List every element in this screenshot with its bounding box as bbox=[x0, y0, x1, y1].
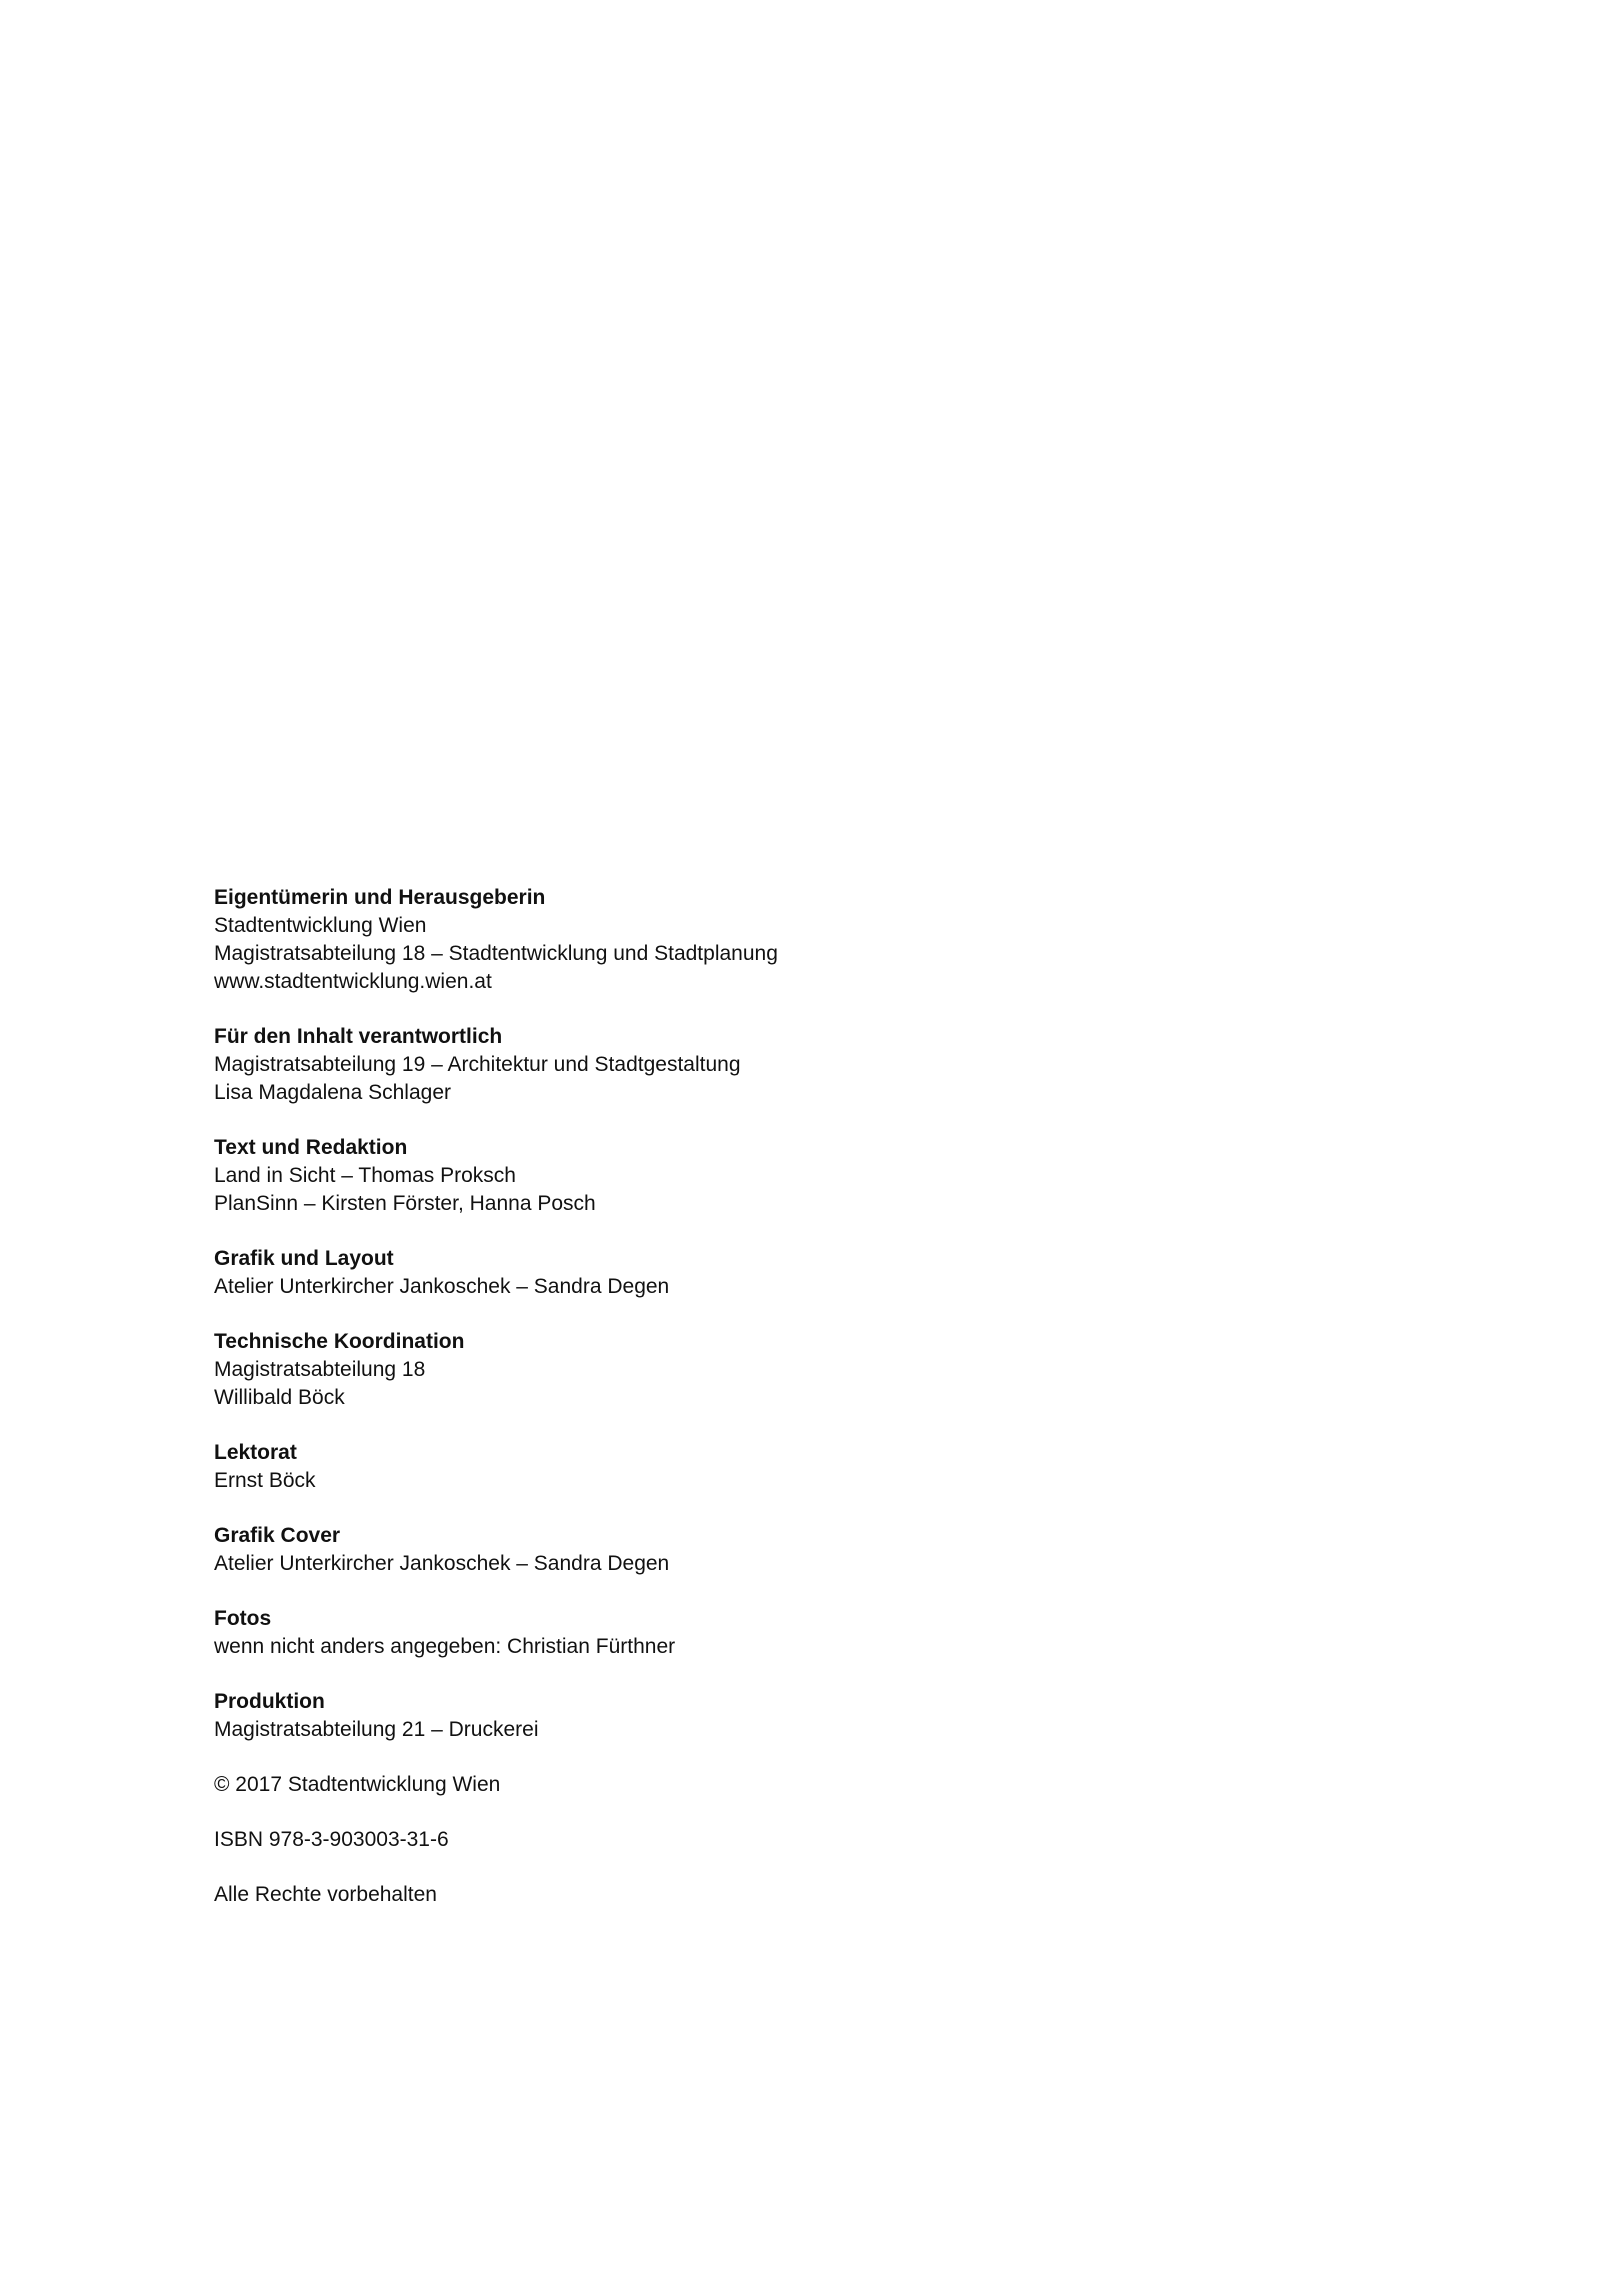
copyright-section bbox=[214, 1771, 1314, 1799]
coordination-section bbox=[214, 1328, 1314, 1412]
text-line: Land in Sicht – Thomas Proksch bbox=[214, 1164, 516, 1187]
section-heading: Text und Redaktion bbox=[214, 1136, 408, 1159]
imprint-block bbox=[214, 884, 1314, 1936]
graphics-section bbox=[214, 1245, 1314, 1301]
section-heading: Lektorat bbox=[214, 1441, 297, 1464]
owner-section bbox=[214, 884, 1314, 996]
photos-section bbox=[214, 1605, 1314, 1661]
section-heading: Technische Koordination bbox=[214, 1330, 465, 1353]
photos-line: wenn nicht anders angegeben: Christian Fürthner bbox=[214, 1635, 676, 1658]
section-heading: Grafik und Layout bbox=[214, 1247, 394, 1270]
section-heading: Grafik Cover bbox=[214, 1524, 341, 1547]
section-heading: Für den Inhalt verantwortlich bbox=[214, 1025, 503, 1048]
cover-line: Atelier Unterkircher Jankoschek – Sandra Degen bbox=[214, 1552, 670, 1575]
graphics-line: Atelier Unterkircher Jankoschek – Sandra Degen bbox=[214, 1275, 670, 1298]
rights-section bbox=[214, 1881, 1314, 1909]
coordination-line: Willibald Böck bbox=[214, 1386, 345, 1409]
proofreading-line: Ernst Böck bbox=[214, 1469, 316, 1492]
production-line: Magistratsabteilung 21 – Druckerei bbox=[214, 1718, 539, 1741]
isbn-section bbox=[214, 1826, 1314, 1854]
copyright-text: © 2017 Stadtentwicklung Wien bbox=[214, 1773, 501, 1796]
text-section bbox=[214, 1134, 1314, 1218]
proofreading-section bbox=[214, 1439, 1314, 1495]
cover-section bbox=[214, 1522, 1314, 1578]
text-line: PlanSinn – Kirsten Förster, Hanna Posch bbox=[214, 1192, 596, 1215]
owner-line: Magistratsabteilung 18 – Stadtentwicklung und Stadtplanung bbox=[214, 942, 778, 965]
section-heading: Fotos bbox=[214, 1607, 272, 1630]
section-heading: Eigentümerin und Herausgeberin bbox=[214, 886, 546, 909]
responsible-line: Magistratsabteilung 19 – Architektur und Stadtgestaltung bbox=[214, 1053, 741, 1076]
responsible-line: Lisa Magdalena Schlager bbox=[214, 1081, 451, 1104]
production-section bbox=[214, 1688, 1314, 1744]
coordination-line: Magistratsabteilung 18 bbox=[214, 1358, 426, 1381]
website-link[interactable]: www.stadtentwicklung.wien.at bbox=[214, 970, 492, 993]
rights-text: Alle Rechte vorbehalten bbox=[214, 1883, 437, 1906]
owner-line: Stadtentwicklung Wien bbox=[214, 914, 427, 937]
section-heading: Produktion bbox=[214, 1690, 325, 1713]
responsible-section bbox=[214, 1023, 1314, 1107]
isbn-text: ISBN 978-3-903003-31-6 bbox=[214, 1828, 449, 1851]
